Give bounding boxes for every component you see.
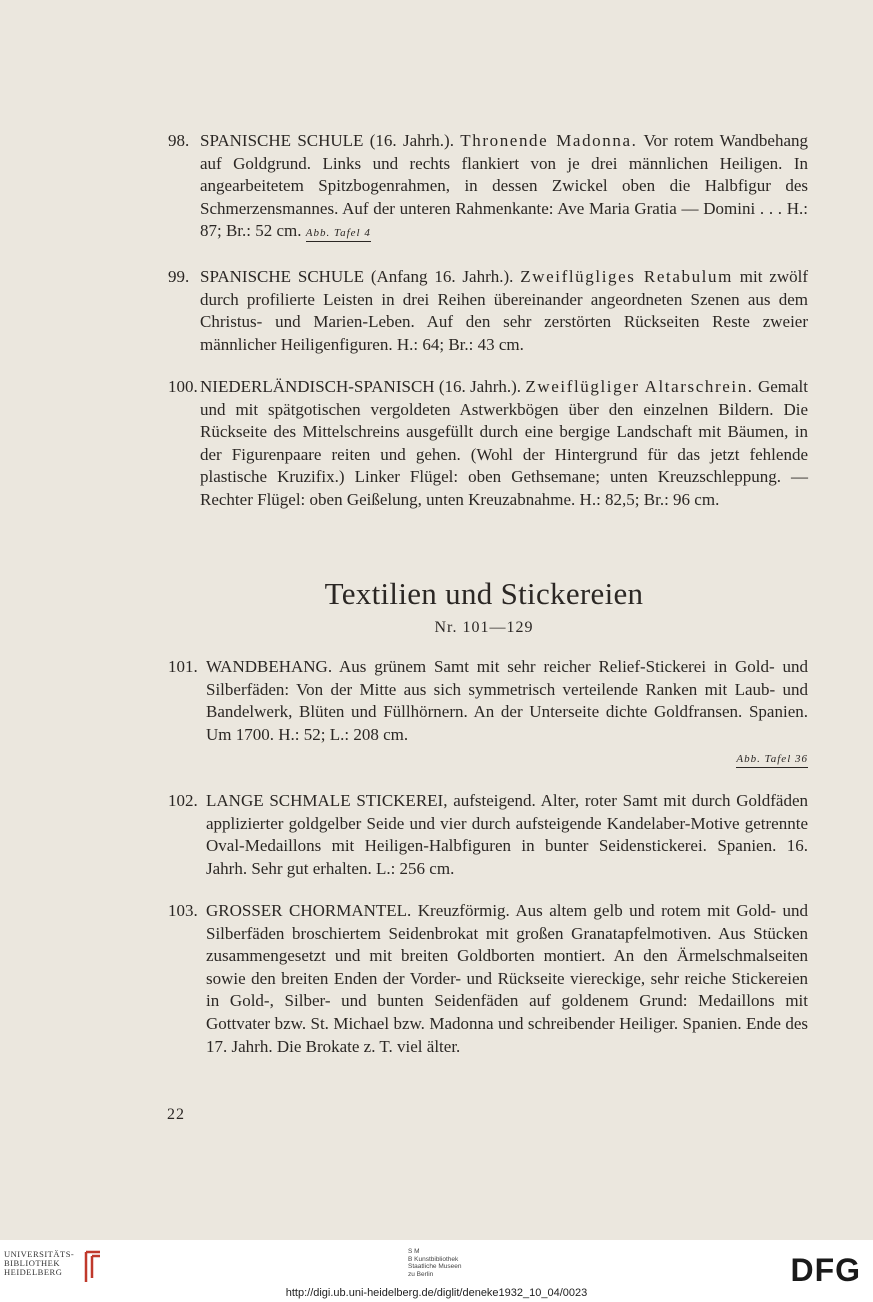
section-title: Textilien und Stickereien xyxy=(324,576,644,611)
entry-title: Zweiflügliges Retabulum xyxy=(520,267,733,286)
entry-heading: NIEDERLÄNDISCH-SPANISCH (16. Jahrh.). xyxy=(200,377,522,396)
dfg-logo: DFG xyxy=(790,1252,861,1288)
entry-title: Thronende Madonna. xyxy=(460,131,638,150)
entry-number: 98. xyxy=(168,131,190,150)
catalog-entry-103 xyxy=(168,900,808,1058)
entry-heading: SPANISCHE SCHULE (Anfang 16. Jahrh.). xyxy=(200,267,514,286)
entry-number: 99. xyxy=(168,267,190,286)
entry-number: 103. xyxy=(168,901,198,920)
catalog-entry-99 xyxy=(168,266,808,356)
entry-number: 100. xyxy=(168,377,198,396)
page-number: 22 xyxy=(167,1106,185,1123)
catalog-entry-101 xyxy=(168,656,808,769)
entry-text: mit zwölf durch profilierte Leisten in drei Reihen übereinander angeordneten Szenen aus dem Christus- und Marien-Leben. Auf den sehr zerstörten Rückseiten Reste zweier männlicher Heiligenfiguren. H.: 64; Br.: 43 cm. xyxy=(200,267,809,354)
entry-text: LANGE SCHMALE STICKEREI, aufsteigend. Alter, roter Samt mit durch Goldfäden applizierter goldgelber Seide und vier durch aufsteigende Kandelaber-Motive getrennte Oval-Medaillons mit Heiligen-Halbfiguren in bunter Seidenstickerei. Spanien. 16. Jahrh. Sehr gut erhalten. L.: 256 cm. xyxy=(206,791,808,878)
entry-number: 101. xyxy=(168,657,198,676)
plate-reference: Abb. Tafel 36 xyxy=(736,753,808,768)
source-url[interactable]: http://digi.ub.uni-heidelberg.de/diglit/deneke1932_10_04/0023 xyxy=(285,1287,588,1299)
catalog-entry-98 xyxy=(168,130,808,243)
library-name: UNIVERSITÄTS- BIBLIOTHEK HEIDELBERG xyxy=(4,1249,75,1277)
section-subtitle: Nr. 101—129 xyxy=(434,619,534,636)
entry-number: 102. xyxy=(168,791,198,810)
entry-text: GROSSER CHORMANTEL. Kreuzförmig. Aus altem gelb und rotem mit Gold- und Silberfäden broschiertem Seidenbrokat mit großen Granatapfelmotiven. Aus Stücken zusammengesetzt und mit breiten Goldborten montiert. An den Ärmelschmalseiten sowie den breiten Enden der Vorder- und Rückseite viereckige, sehr reiche Stickereien in Gold-, Silber- und bunten Seidenfäden auf goldenem Grund: Medaillons mit Gottvater bzw. St. Michael bzw. Madonna und schreibender Heiliger. Spanien. Ende des 17. Jahrh. Die Brokate z. T. viel älter. xyxy=(206,901,808,1056)
entry-text: Gemalt und mit spätgotischen vergoldeten Astwerkbögen über den einzelnen Bildern. Die Rückseite des Mittelschreins ausgefüllt durch eine bergige Landschaft mit Bäumen, in der Figurenpaare reiten und gehen. (Wohl der Hintergrund für das jetzt fehlende plastische Kruzifix.) Linker Flügel: oben Gethsemane; unten Kreuzschleppung. — Rechter Flügel: oben Geißelung, unten Kreuzabnahme. H.: 82,5; Br.: 96 cm. xyxy=(200,377,808,509)
footer-bar xyxy=(0,1240,873,1302)
entry-heading: SPANISCHE SCHULE (16. Jahrh.). xyxy=(200,131,454,150)
entry-title: Zweiflügliger Altarschrein. xyxy=(525,377,754,396)
catalog-entry-100 xyxy=(168,376,808,512)
museum-credit: S M B Kunstbibliothek Staatliche Museen zu Berlin xyxy=(408,1248,462,1278)
catalog-entry-102 xyxy=(168,790,808,880)
entry-text: Vor rotem Wandbehang auf Goldgrund. Links und rechts flankiert von je drei männlichen Heiligen. In angearbeitetem Spitzbogenrahmen, in dessen Zwickel oben die Halbfigur des Schmerzensmannes. Auf der unteren Rahmenkante: Ave Maria Gratia — Domini . . . H.: 87; Br.: 52 cm. xyxy=(200,131,808,241)
library-logo-icon xyxy=(80,1248,104,1286)
entry-text: WANDBEHANG. Aus grünem Samt mit sehr reicher Relief-Stickerei in Gold- und Silberfäden: Von der Mitte aus sich symmetrisch verteilende Ranken mit Laub- und Bandelwerk, Blüten und Füllhörnern. An der Unterseite dichte Goldfransen. Spanien. Um 1700. H.: 52; L.: 208 cm. xyxy=(206,657,808,744)
plate-reference: Abb. Tafel 4 xyxy=(306,227,371,242)
